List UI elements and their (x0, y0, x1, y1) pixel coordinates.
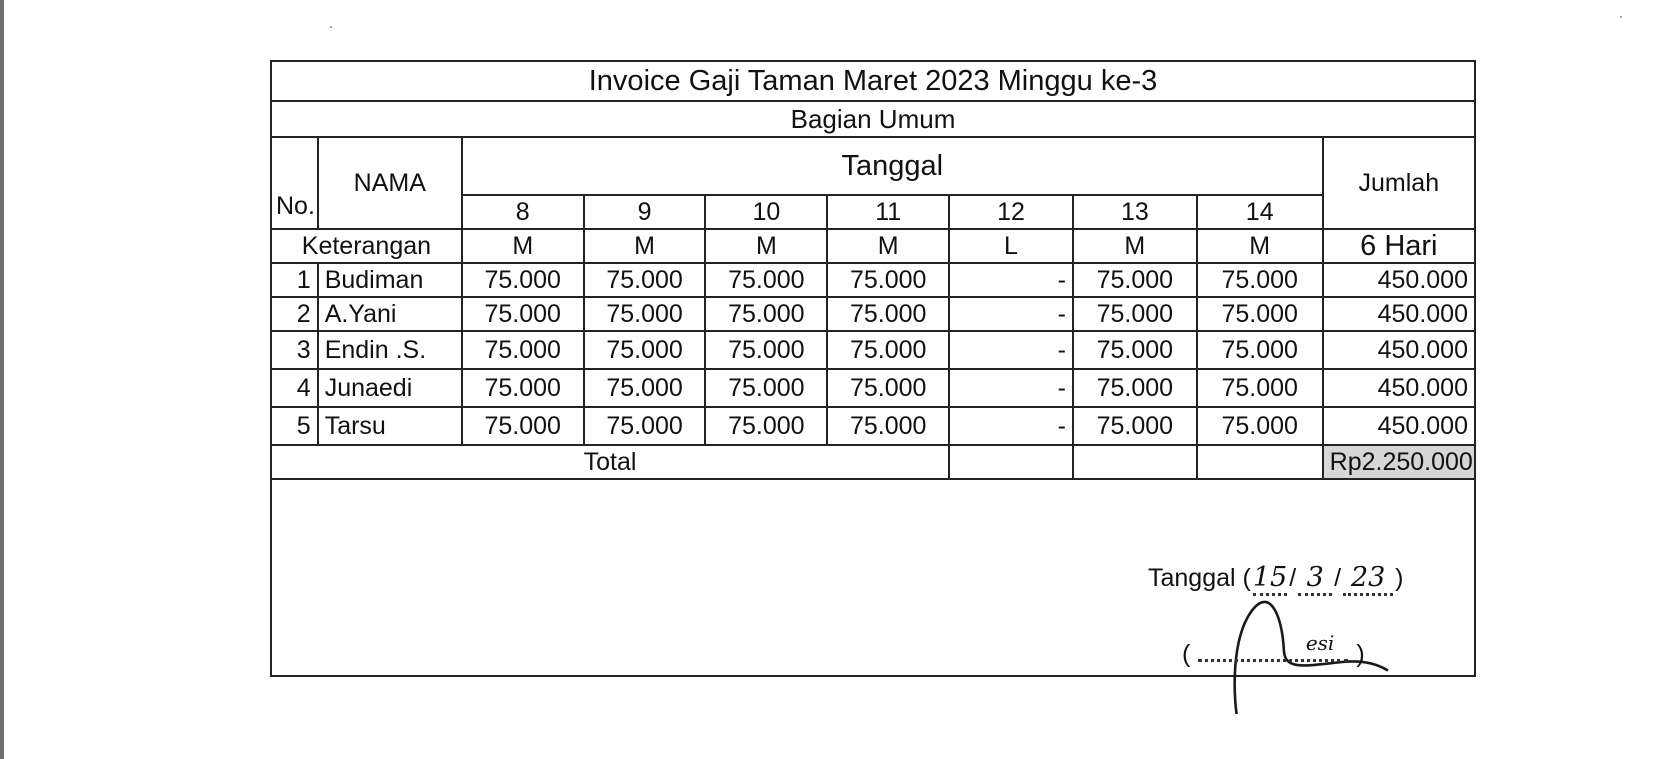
row-value: 75.000 (462, 369, 584, 407)
row-value: 75.000 (705, 297, 827, 331)
row-value: 75.000 (1197, 407, 1323, 445)
row-value: 75.000 (827, 297, 949, 331)
row-value: 75.000 (1073, 297, 1197, 331)
signer-open: ( (1182, 640, 1191, 668)
signing-date-month: 3 (1298, 562, 1332, 596)
date-cell: 14 (1197, 195, 1323, 229)
row-value: 75.000 (584, 369, 706, 407)
row-number: 3 (271, 331, 318, 369)
empty-cell (949, 445, 1073, 479)
date-cell: 9 (584, 195, 706, 229)
signer-dots (1198, 631, 1348, 662)
row-value: 75.000 (1197, 369, 1323, 407)
day-code: M (705, 229, 827, 263)
date-cell: 10 (705, 195, 827, 229)
row-number: 4 (271, 369, 318, 407)
row-value: 75.000 (1073, 263, 1197, 297)
total-row (271, 445, 1475, 479)
grand-total: Rp2.250.000 (1323, 445, 1475, 479)
row-value: 75.000 (584, 331, 706, 369)
table-row (271, 407, 1475, 445)
row-value: - (949, 407, 1073, 445)
row-value: 75.000 (462, 297, 584, 331)
signer-name: esi (1305, 631, 1335, 655)
header-date-group: Tanggal (462, 137, 1323, 195)
row-value: 75.000 (827, 369, 949, 407)
table-row (271, 297, 1475, 331)
scan-edge (0, 0, 4, 759)
row-number: 1 (271, 263, 318, 297)
row-value: 75.000 (1197, 331, 1323, 369)
days-total: 6 Hari (1323, 229, 1475, 263)
row-value: 75.000 (827, 263, 949, 297)
header-total: Jumlah (1323, 137, 1475, 229)
row-total: 450.000 (1323, 331, 1475, 369)
scan-speck (1620, 16, 1622, 18)
row-name: Tarsu (318, 407, 462, 445)
signer-line (1182, 631, 1365, 669)
invoice-title: Invoice Gaji Taman Maret 2023 Minggu ke-3 (271, 61, 1475, 101)
row-total: 450.000 (1323, 369, 1475, 407)
row-value: - (949, 369, 1073, 407)
signing-date-day: 15 (1253, 562, 1287, 596)
table-row (271, 369, 1475, 407)
date-cell: 11 (827, 195, 949, 229)
total-label: Total (271, 445, 949, 479)
row-value: 75.000 (1073, 369, 1197, 407)
row-value: 75.000 (462, 407, 584, 445)
row-name: Endin .S. (318, 331, 462, 369)
signing-date-close: ) (1395, 564, 1404, 592)
row-value: 75.000 (1073, 331, 1197, 369)
row-value: 75.000 (705, 331, 827, 369)
row-value: 75.000 (1073, 407, 1197, 445)
empty-cell (1073, 445, 1197, 479)
row-value: 75.000 (584, 263, 706, 297)
row-value: 75.000 (705, 263, 827, 297)
row-value: 75.000 (584, 407, 706, 445)
date-separator: / (1334, 564, 1342, 592)
row-value: 75.000 (1197, 297, 1323, 331)
header-no: No. (271, 137, 318, 229)
row-name: Budiman (318, 263, 462, 297)
row-value: 75.000 (705, 407, 827, 445)
day-code: M (827, 229, 949, 263)
row-value: 75.000 (462, 263, 584, 297)
signature-area (272, 514, 1474, 675)
row-value: 75.000 (827, 407, 949, 445)
row-name: A.Yani (318, 297, 462, 331)
table-row (271, 331, 1475, 369)
row-value: - (949, 331, 1073, 369)
row-value: 75.000 (462, 331, 584, 369)
department-title: Bagian Umum (271, 101, 1475, 137)
row-total: 450.000 (1323, 407, 1475, 445)
row-value: 75.000 (584, 297, 706, 331)
invoice-sheet (270, 60, 1476, 677)
day-code: M (1197, 229, 1323, 263)
table-row (271, 263, 1475, 297)
invoice-table (270, 60, 1476, 480)
notes-label: Keterangan (271, 229, 462, 263)
day-code: M (1073, 229, 1197, 263)
date-cell: 13 (1073, 195, 1197, 229)
row-value: 75.000 (705, 369, 827, 407)
signer-close: ) (1356, 640, 1365, 668)
signing-date-year: 23 (1343, 562, 1393, 596)
date-cell: 8 (462, 195, 584, 229)
day-code: M (584, 229, 706, 263)
row-total: 450.000 (1323, 263, 1475, 297)
header-name: NAMA (318, 137, 462, 229)
signing-date-label: Tanggal ( (1148, 564, 1251, 592)
empty-cell (1197, 445, 1323, 479)
day-code: L (949, 229, 1073, 263)
row-value: 75.000 (827, 331, 949, 369)
row-value: 75.000 (1197, 263, 1323, 297)
row-total: 450.000 (1323, 297, 1475, 331)
row-value: - (949, 263, 1073, 297)
date-separator: / (1289, 564, 1297, 592)
row-value: - (949, 297, 1073, 331)
row-name: Junaedi (318, 369, 462, 407)
date-cell: 12 (949, 195, 1073, 229)
row-number: 5 (271, 407, 318, 445)
scan-speck (330, 26, 332, 28)
row-number: 2 (271, 297, 318, 331)
day-code: M (462, 229, 584, 263)
